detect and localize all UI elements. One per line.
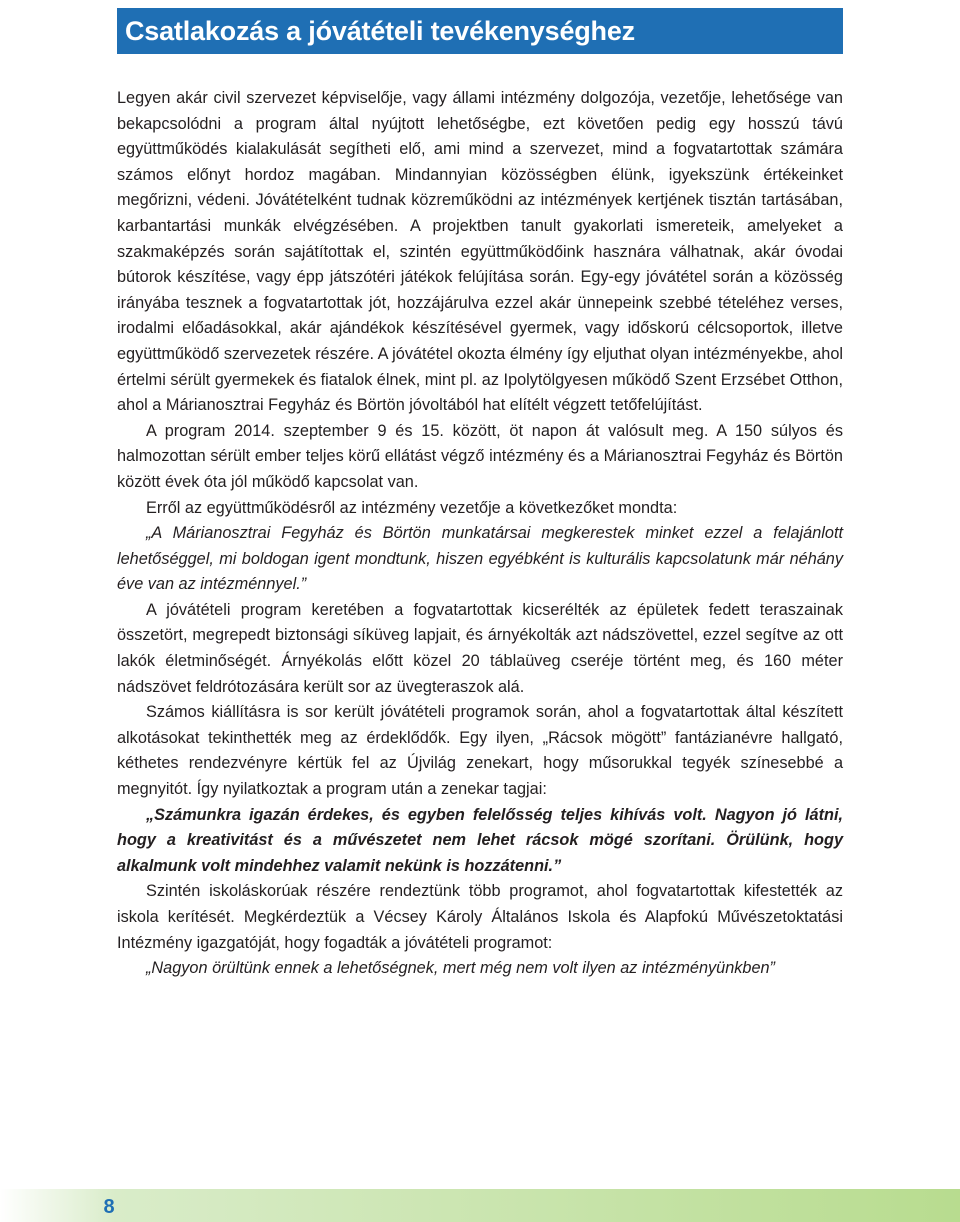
page-number: 8 bbox=[103, 1196, 115, 1218]
article-body bbox=[117, 86, 843, 982]
page-title: Csatlakozás a jóvátételi tevékenységhez bbox=[125, 15, 635, 46]
paragraph-exhibitions: Számos kiállításra is sor került jóvátételi programok során, ahol a fogvatartottak által készített alkotásokat tekinthették meg az érdeklődők. Egy ilyen, „Rácsok mögött” fantázianévre hallgató, kéthetes rendezvényre kértük fel az Újvilág zenekart, hogy műsorukkal tegyék színesebbé a megnyitót. Így nyilatkoztak a program után a zenekar tagjai: bbox=[117, 703, 843, 799]
paragraph-quote-intro: Erről az együttműködésről az intézmény vezetője a következőket mondta: bbox=[146, 498, 678, 517]
footer-bar bbox=[0, 1189, 960, 1222]
title-banner bbox=[117, 8, 843, 54]
paragraph-program-dates: A program 2014. szeptember 9 és 15. között, öt napon át valósult meg. A 150 súlyos és halmozottan sérült ember teljes körű ellátást végző intézmény és a Márianosztrai Fegyház és Börtön között évek óta jól működő kapcsolat van. bbox=[117, 421, 843, 491]
paragraph-school-programs: Szintén iskoláskorúak részére rendeztünk több programot, ahol fogvatartottak kifestették az iskola kerítését. Megkérdeztük a Vécsey Károly Általános Iskola és Alapfokú Művészetoktatási Intézmény igazgatóját, hogy fogadták a jóvátételi programot: bbox=[117, 882, 843, 952]
paragraph-intro: Legyen akár civil szervezet képviselője, vagy állami intézmény dolgozója, vezetője, lehetősége van bekapcsolódni a program által nyújtott lehetőségbe, ezt követően pedig egy hosszú távú együttműködés kialakulását segítheti elő, ami mind a szervezet, mind a fogvatartottak számára számos előnyt hordoz magában. Mindannyian közösségben élünk, igyekszünk értékeinket megőrizni, védeni. Jóvátételként tudnak közreműködni az intézmények kertjének tisztán tartásában, karbantartási munkák elvégzésében. A projektben tanult gyakorlati ismereteik, amelyeket a szakmaképzés során sajátítottak el, szintén együttműködőink hasznára válhatnak, akár óvodai bútorok készítése, vagy épp játszótéri játékok felújítása során. Egy-egy jóvátétel során a közösség irányába tesznek a fogvatartottak jót, hozzájárulva ezzel akár ünnepeink szebbé tételéhez verses, irodalmi előadásokkal, akár ajándékok készítésével gyermek, vagy időskorú célcsoportok, illetve együttműködő szervezetek részére. A jóvátétel okozta élmény így eljuthat olyan intézményekbe, ahol értelmi sérült gyermekek és fiatalok élnek, mint pl. az Ipolytölgyesen működő Szent Erzsébet Otthon, ahol a Márianosztrai Fegyház és Börtön jóvoltából hat elítélt végzett tetőfelújítást. bbox=[117, 89, 843, 415]
quote-band: „Számunkra igazán érdekes, és egyben felelősség teljes kihívás volt. Nagyon jó látni, hogy a kreativitást és a művészetet nem lehet rácsok mögé szorítani. Örülünk, hogy alkalmunk volt mindehhez valamit nekünk is hozzátenni.” bbox=[117, 805, 843, 875]
quote-principal: „Nagyon örültünk ennek a lehetőségnek, mert még nem volt ilyen az intézményünkben” bbox=[146, 959, 775, 978]
quote-director: „A Márianosztrai Fegyház és Börtön munkatársai megkerestek minket ezzel a felajánlott lehetőséggel, mi boldogan igent mondtunk, hiszen egyébként is kulturális kapcsolatunk már néhány éve van az intézménnyel.” bbox=[117, 524, 843, 594]
paragraph-terrace-work: A jóvátételi program keretében a fogvatartottak kicserélték az épületek fedett teraszainak összetört, megrepedt biztonsági síküveg lapjait, és árnyékolták azt nádszövettel, ezzel segítve az ott lakók életminőségét. Árnyékolás előtt közel 20 táblaüveg cseréje történt meg, és 160 méter nádszövet feldrótozására került sor az üvegteraszok alá. bbox=[117, 600, 843, 696]
